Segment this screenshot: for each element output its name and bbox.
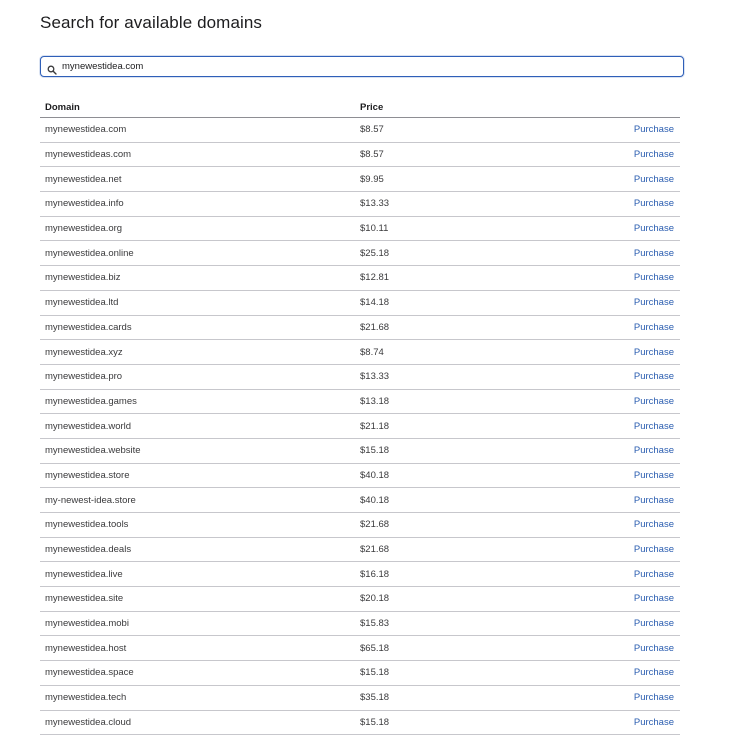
purchase-link[interactable]: Purchase xyxy=(633,321,674,333)
action-cell xyxy=(560,470,680,481)
table-row xyxy=(40,316,680,341)
domain-results-table xyxy=(40,98,680,735)
purchase-link[interactable]: Purchase xyxy=(633,568,674,580)
action-cell xyxy=(560,149,680,160)
table-row xyxy=(40,167,680,192)
price-cell: $15.18 xyxy=(360,667,390,679)
price-cell: $21.68 xyxy=(360,544,390,556)
price-cell: $21.18 xyxy=(360,420,390,432)
table-row xyxy=(40,414,680,439)
domain-cell: mynewestidea.cards xyxy=(45,321,132,333)
price-cell: $40.18 xyxy=(360,494,390,506)
action-cell xyxy=(560,347,680,358)
action-cell xyxy=(560,248,680,259)
purchase-link[interactable]: Purchase xyxy=(633,445,674,457)
domain-cell: mynewestidea.deals xyxy=(45,544,132,556)
price-cell: $15.18 xyxy=(360,716,390,728)
action-cell xyxy=(560,223,680,234)
domain-cell: mynewestidea.ltd xyxy=(45,297,119,309)
price-cell: $8.74 xyxy=(360,346,384,358)
table-row xyxy=(40,143,680,168)
price-cell: $25.18 xyxy=(360,247,390,259)
price-cell: $9.95 xyxy=(360,173,384,185)
search-field[interactable] xyxy=(40,56,684,77)
price-cell: $21.68 xyxy=(360,519,390,531)
price-cell: $8.57 xyxy=(360,149,384,161)
domain-cell: mynewestidea.mobi xyxy=(45,618,129,630)
table-row xyxy=(40,439,680,464)
purchase-link[interactable]: Purchase xyxy=(633,692,674,704)
purchase-link[interactable]: Purchase xyxy=(633,346,674,358)
domain-cell: mynewestidea.info xyxy=(45,198,124,210)
action-cell xyxy=(560,519,680,530)
purchase-link[interactable]: Purchase xyxy=(633,173,674,185)
price-cell: $21.68 xyxy=(360,321,390,333)
table-body xyxy=(40,118,680,735)
action-cell xyxy=(560,421,680,432)
purchase-link[interactable]: Purchase xyxy=(633,272,674,284)
purchase-link[interactable]: Purchase xyxy=(633,223,674,235)
table-row xyxy=(40,464,680,489)
column-header-price: Price xyxy=(360,102,384,113)
purchase-link[interactable]: Purchase xyxy=(633,371,674,383)
price-cell: $8.57 xyxy=(360,124,384,136)
table-row xyxy=(40,513,680,538)
table-row xyxy=(40,390,680,415)
action-cell xyxy=(560,618,680,629)
purchase-link[interactable]: Purchase xyxy=(633,198,674,210)
domain-cell: mynewestidea.space xyxy=(45,667,134,679)
table-row xyxy=(40,365,680,390)
price-cell: $13.33 xyxy=(360,198,390,210)
purchase-link[interactable]: Purchase xyxy=(633,544,674,556)
action-cell xyxy=(560,322,680,333)
price-cell: $65.18 xyxy=(360,642,390,654)
price-cell: $35.18 xyxy=(360,692,390,704)
price-cell: $12.81 xyxy=(360,272,390,284)
domain-cell: mynewestidea.xyz xyxy=(45,346,123,358)
purchase-link[interactable]: Purchase xyxy=(633,618,674,630)
purchase-link[interactable]: Purchase xyxy=(633,494,674,506)
action-cell xyxy=(560,717,680,728)
purchase-link[interactable]: Purchase xyxy=(633,716,674,728)
price-cell: $16.18 xyxy=(360,568,390,580)
table-row xyxy=(40,538,680,563)
action-cell xyxy=(560,569,680,580)
table-row xyxy=(40,340,680,365)
domain-cell: mynewestidea.com xyxy=(45,124,127,136)
domain-cell: mynewestidea.cloud xyxy=(45,716,132,728)
domain-cell: mynewestideas.com xyxy=(45,149,132,161)
domain-cell: mynewestidea.pro xyxy=(45,371,123,383)
action-cell xyxy=(560,692,680,703)
purchase-link[interactable]: Purchase xyxy=(633,469,674,481)
domain-cell: mynewestidea.tech xyxy=(45,692,127,704)
column-header-domain: Domain xyxy=(45,102,80,113)
table-row xyxy=(40,217,680,242)
action-cell xyxy=(560,544,680,555)
action-cell xyxy=(560,593,680,604)
price-cell: $14.18 xyxy=(360,297,390,309)
price-cell: $20.18 xyxy=(360,593,390,605)
action-cell xyxy=(560,198,680,209)
page-title: Search for available domains xyxy=(40,13,263,32)
domain-cell: mynewestidea.store xyxy=(45,469,130,481)
table-row xyxy=(40,636,680,661)
purchase-link[interactable]: Purchase xyxy=(633,420,674,432)
purchase-link[interactable]: Purchase xyxy=(633,149,674,161)
table-row xyxy=(40,661,680,686)
purchase-link[interactable]: Purchase xyxy=(633,395,674,407)
domain-cell: mynewestidea.games xyxy=(45,395,137,407)
purchase-link[interactable]: Purchase xyxy=(633,247,674,259)
domain-cell: mynewestidea.org xyxy=(45,223,123,235)
action-cell xyxy=(560,297,680,308)
purchase-link[interactable]: Purchase xyxy=(633,297,674,309)
domain-cell: my-newest-idea.store xyxy=(45,494,136,506)
purchase-link[interactable]: Purchase xyxy=(633,593,674,605)
search-input[interactable] xyxy=(62,61,652,72)
table-header xyxy=(40,98,680,118)
domain-cell: mynewestidea.site xyxy=(45,593,124,605)
domain-cell: mynewestidea.host xyxy=(45,642,127,654)
purchase-link[interactable]: Purchase xyxy=(633,642,674,654)
action-cell xyxy=(560,124,680,135)
domain-cell: mynewestidea.tools xyxy=(45,519,129,531)
purchase-link[interactable]: Purchase xyxy=(633,124,674,136)
price-cell: $13.33 xyxy=(360,371,390,383)
action-cell xyxy=(560,174,680,185)
domain-cell: mynewestidea.net xyxy=(45,173,122,185)
action-cell xyxy=(560,667,680,678)
search-icon xyxy=(47,62,57,72)
price-cell: $13.18 xyxy=(360,395,390,407)
action-cell xyxy=(560,396,680,407)
table-row xyxy=(40,118,680,143)
purchase-link[interactable]: Purchase xyxy=(633,667,674,679)
domain-cell: mynewestidea.biz xyxy=(45,272,121,284)
table-row xyxy=(40,266,680,291)
domain-cell: mynewestidea.online xyxy=(45,247,134,259)
domain-cell: mynewestidea.live xyxy=(45,568,123,580)
table-row xyxy=(40,241,680,266)
table-row xyxy=(40,192,680,217)
action-cell xyxy=(560,371,680,382)
price-cell: $10.11 xyxy=(360,223,389,235)
table-row xyxy=(40,562,680,587)
table-row xyxy=(40,291,680,316)
action-cell xyxy=(560,495,680,506)
table-row xyxy=(40,612,680,637)
action-cell xyxy=(560,272,680,283)
price-cell: $15.18 xyxy=(360,445,390,457)
price-cell: $40.18 xyxy=(360,469,390,481)
price-cell: $15.83 xyxy=(360,618,390,630)
table-row xyxy=(40,587,680,612)
action-cell xyxy=(560,445,680,456)
action-cell xyxy=(560,643,680,654)
domain-cell: mynewestidea.website xyxy=(45,445,141,457)
table-row xyxy=(40,686,680,711)
domain-cell: mynewestidea.world xyxy=(45,420,132,432)
purchase-link[interactable]: Purchase xyxy=(633,519,674,531)
table-row xyxy=(40,711,680,736)
table-row xyxy=(40,488,680,513)
